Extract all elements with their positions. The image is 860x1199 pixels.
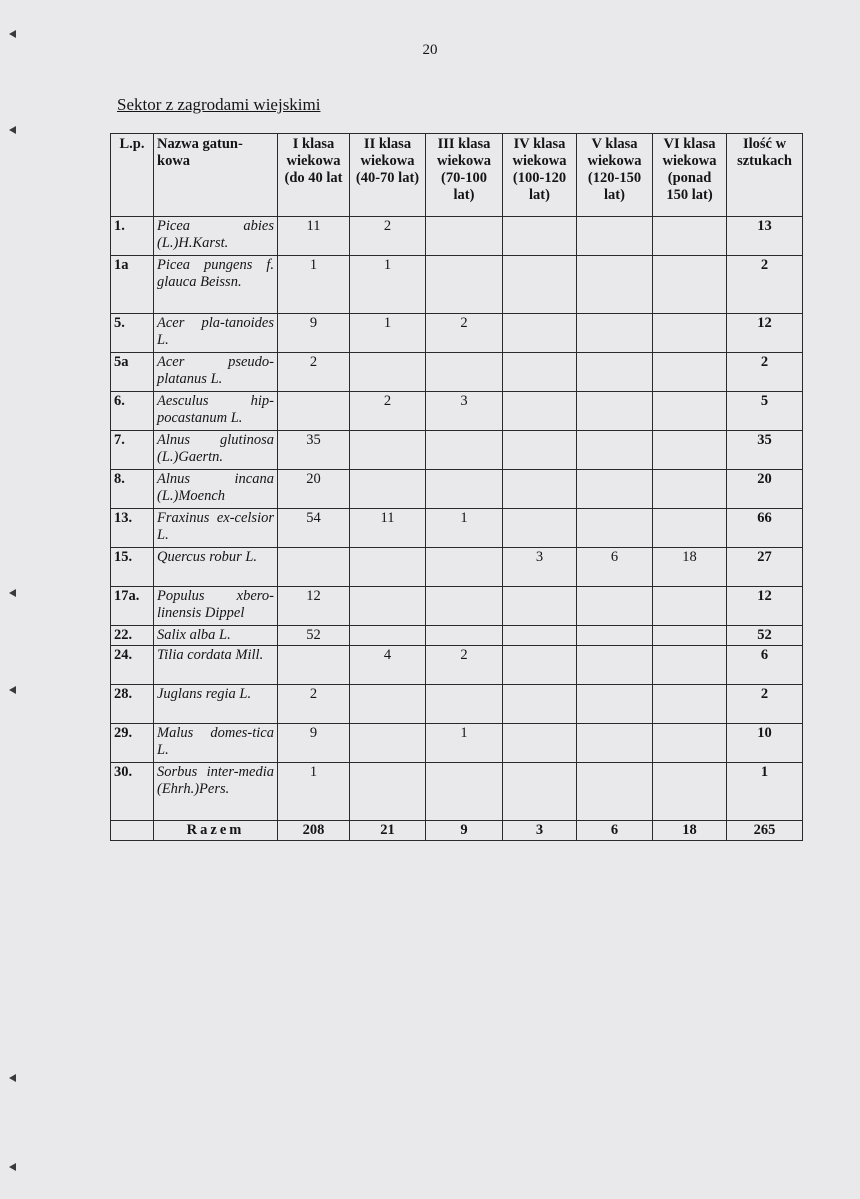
count-class-1: 54 (278, 509, 350, 548)
count-class-3 (426, 685, 503, 724)
row-total: 35 (727, 431, 803, 470)
count-class-4 (503, 470, 577, 509)
count-class-2 (350, 626, 426, 646)
row-total: 2 (727, 685, 803, 724)
count-class-1: 52 (278, 626, 350, 646)
table-row (111, 685, 803, 724)
count-class-2 (350, 685, 426, 724)
row-total: 13 (727, 217, 803, 256)
row-total: 20 (727, 470, 803, 509)
count-class-6 (653, 314, 727, 353)
table-row (111, 509, 803, 548)
row-number: 7. (111, 431, 154, 470)
species-name: Quercus robur L. (154, 548, 278, 587)
count-class-5: 6 (577, 548, 653, 587)
count-class-3 (426, 763, 503, 821)
row-number: 15. (111, 548, 154, 587)
count-class-6 (653, 685, 727, 724)
row-total: 27 (727, 548, 803, 587)
count-class-4 (503, 685, 577, 724)
count-class-3: 2 (426, 646, 503, 685)
count-class-2 (350, 724, 426, 763)
count-class-1: 9 (278, 314, 350, 353)
row-number: 28. (111, 685, 154, 724)
count-class-6 (653, 217, 727, 256)
count-class-1: 9 (278, 724, 350, 763)
species-age-class-table (110, 133, 803, 841)
count-class-3 (426, 431, 503, 470)
count-class-1: 2 (278, 685, 350, 724)
sum-class-4: 3 (503, 821, 577, 841)
species-name: Acer pla-tanoides L. (154, 314, 278, 353)
sum-class-1: 208 (278, 821, 350, 841)
count-class-3: 1 (426, 509, 503, 548)
row-total: 12 (727, 314, 803, 353)
binder-hole-mark-icon (9, 1163, 16, 1171)
count-class-3 (426, 353, 503, 392)
header-class-1: I klasa wiekowa (do 40 lat (278, 134, 350, 217)
row-number: 17a. (111, 587, 154, 626)
species-name: Tilia cordata Mill. (154, 646, 278, 685)
count-class-6 (653, 763, 727, 821)
count-class-3: 3 (426, 392, 503, 431)
count-class-6 (653, 470, 727, 509)
count-class-2 (350, 431, 426, 470)
count-class-4: 3 (503, 548, 577, 587)
row-number: 29. (111, 724, 154, 763)
row-total: 2 (727, 353, 803, 392)
species-name: Populus xbero-linensis Dippel (154, 587, 278, 626)
row-total: 6 (727, 646, 803, 685)
table-row (111, 587, 803, 626)
row-number: 5. (111, 314, 154, 353)
header-class-5: V klasa wiekowa (120-150 lat) (577, 134, 653, 217)
count-class-6 (653, 256, 727, 314)
count-class-2 (350, 470, 426, 509)
count-class-4 (503, 353, 577, 392)
page-number: 20 (422, 42, 438, 58)
count-class-3: 1 (426, 724, 503, 763)
count-class-4 (503, 392, 577, 431)
count-class-4 (503, 256, 577, 314)
count-class-6 (653, 353, 727, 392)
count-class-2: 2 (350, 392, 426, 431)
species-name: Picea abies (L.)H.Karst. (154, 217, 278, 256)
count-class-3 (426, 626, 503, 646)
binder-hole-mark-icon (9, 589, 16, 597)
binder-hole-mark-icon (9, 1074, 16, 1082)
row-number: 30. (111, 763, 154, 821)
count-class-2 (350, 587, 426, 626)
header-class-4: IV klasa wiekowa (100-120 lat) (503, 134, 577, 217)
header-class-2: II klasa wiekowa (40-70 lat) (350, 134, 426, 217)
count-class-4 (503, 646, 577, 685)
binder-hole-mark-icon (9, 686, 16, 694)
row-number: 22. (111, 626, 154, 646)
count-class-6 (653, 724, 727, 763)
row-total: 1 (727, 763, 803, 821)
count-class-5 (577, 509, 653, 548)
header-class-3: III klasa wiekowa (70-100 lat) (426, 134, 503, 217)
count-class-2 (350, 353, 426, 392)
count-class-1 (278, 548, 350, 587)
count-class-4 (503, 314, 577, 353)
count-class-4 (503, 587, 577, 626)
header-lp: L.p. (111, 134, 154, 217)
count-class-1: 20 (278, 470, 350, 509)
count-class-5 (577, 685, 653, 724)
row-number: 6. (111, 392, 154, 431)
section-title: Sektor z zagrodami wiejskimi (117, 95, 321, 114)
count-class-1: 1 (278, 763, 350, 821)
count-class-5 (577, 763, 653, 821)
row-total: 2 (727, 256, 803, 314)
count-class-5 (577, 217, 653, 256)
species-name: Picea pungens f. glauca Beissn. (154, 256, 278, 314)
table-row (111, 217, 803, 256)
sum-class-6: 18 (653, 821, 727, 841)
table-row (111, 646, 803, 685)
species-name: Alnus incana (L.)Moench (154, 470, 278, 509)
header-class-6: VI klasa wiekowa (ponad 150 lat) (653, 134, 727, 217)
row-total: 12 (727, 587, 803, 626)
row-number: 1a (111, 256, 154, 314)
count-class-5 (577, 353, 653, 392)
count-class-5 (577, 646, 653, 685)
species-name: Juglans regia L. (154, 685, 278, 724)
count-class-6 (653, 646, 727, 685)
count-class-1: 1 (278, 256, 350, 314)
count-class-6 (653, 431, 727, 470)
table-row (111, 314, 803, 353)
count-class-1: 12 (278, 587, 350, 626)
species-name: Aesculus hip-pocastanum L. (154, 392, 278, 431)
count-class-5 (577, 392, 653, 431)
count-class-6 (653, 587, 727, 626)
sum-class-3: 9 (426, 821, 503, 841)
count-class-3 (426, 548, 503, 587)
table-row (111, 392, 803, 431)
count-class-4 (503, 217, 577, 256)
count-class-1 (278, 646, 350, 685)
binder-hole-mark-icon (9, 30, 16, 38)
count-class-4 (503, 509, 577, 548)
row-total: 66 (727, 509, 803, 548)
count-class-3 (426, 587, 503, 626)
row-number: 8. (111, 470, 154, 509)
sum-class-2: 21 (350, 821, 426, 841)
row-number: 1. (111, 217, 154, 256)
count-class-3 (426, 256, 503, 314)
count-class-2 (350, 763, 426, 821)
count-class-6: 18 (653, 548, 727, 587)
count-class-1: 2 (278, 353, 350, 392)
count-class-5 (577, 314, 653, 353)
count-class-4 (503, 724, 577, 763)
table-row (111, 431, 803, 470)
count-class-1: 11 (278, 217, 350, 256)
row-number: 13. (111, 509, 154, 548)
count-class-6 (653, 509, 727, 548)
sum-label: Razem (154, 821, 278, 841)
count-class-5 (577, 587, 653, 626)
row-number: 5a (111, 353, 154, 392)
row-number: 24. (111, 646, 154, 685)
table-row (111, 763, 803, 821)
header-species-name: Nazwa gatun-kowa (154, 134, 278, 217)
count-class-5 (577, 470, 653, 509)
row-total: 52 (727, 626, 803, 646)
species-name: Alnus glutinosa (L.)Gaertn. (154, 431, 278, 470)
count-class-3 (426, 470, 503, 509)
count-class-5 (577, 724, 653, 763)
count-class-6 (653, 626, 727, 646)
row-total: 5 (727, 392, 803, 431)
sum-row (111, 821, 803, 841)
count-class-2 (350, 548, 426, 587)
binder-hole-mark-icon (9, 126, 16, 134)
sum-row-lp (111, 821, 154, 841)
count-class-3 (426, 217, 503, 256)
table-header-row (111, 134, 803, 217)
species-name: Fraxinus ex-celsior L. (154, 509, 278, 548)
count-class-4 (503, 431, 577, 470)
row-total: 10 (727, 724, 803, 763)
count-class-2: 4 (350, 646, 426, 685)
species-name: Malus domes-tica L. (154, 724, 278, 763)
count-class-5 (577, 626, 653, 646)
table-row (111, 724, 803, 763)
count-class-2: 1 (350, 256, 426, 314)
count-class-1: 35 (278, 431, 350, 470)
count-class-6 (653, 392, 727, 431)
count-class-2: 2 (350, 217, 426, 256)
count-class-2: 11 (350, 509, 426, 548)
count-class-3: 2 (426, 314, 503, 353)
header-total: Ilość w sztukach (727, 134, 803, 217)
table-row (111, 256, 803, 314)
count-class-4 (503, 626, 577, 646)
species-name: Acer pseudo-platanus L. (154, 353, 278, 392)
table-row (111, 626, 803, 646)
count-class-2: 1 (350, 314, 426, 353)
count-class-4 (503, 763, 577, 821)
count-class-1 (278, 392, 350, 431)
sum-total: 265 (727, 821, 803, 841)
table-row (111, 470, 803, 509)
species-name: Salix alba L. (154, 626, 278, 646)
count-class-5 (577, 431, 653, 470)
table-row (111, 548, 803, 587)
table-row (111, 353, 803, 392)
species-name: Sorbus inter-media (Ehrh.)Pers. (154, 763, 278, 821)
count-class-5 (577, 256, 653, 314)
sum-class-5: 6 (577, 821, 653, 841)
